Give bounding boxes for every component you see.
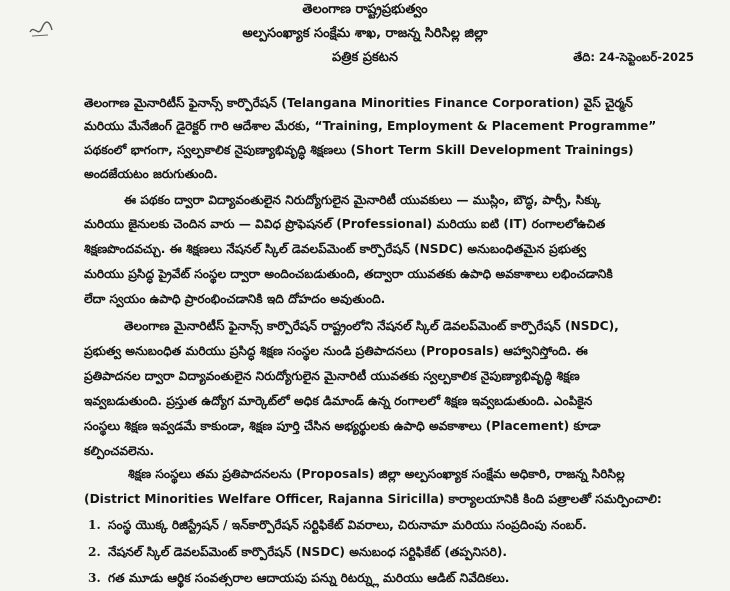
paragraph-line: కల్పించవలెను. <box>84 444 155 458</box>
paragraph-line: తెలంగాణ మైనారిటీస్ ఫైనాన్స్ కార్పొరేషన్ రాష్ట్రంలోని నేషనల్ స్కిల్ డెవలప్‌మెంట్ కార్పొరేషన్ (NSDC), <box>124 319 619 333</box>
government-title: తెలంగాణ రాష్ట్రప్రభుత్వం <box>302 2 428 17</box>
list-number: 1. <box>88 518 101 532</box>
paragraph-line: ఇవ్వబడుతుంది. ప్రస్తుత ఉద్యోగ మార్కెట్‌లో అధిక డిమాండ్ ఉన్న రంగాలలో శిక్షణ ఇవ్వబడుతుంది. ఎంపికైన <box>84 394 593 408</box>
paragraph-line: సంస్థలు శిక్షణ ఇవ్వడమే కాకుండా, శిక్షణ పూర్తి చేసిన అభ్యర్థులకు ఉపాధి అవకాశాలు (Placement) కూడా <box>84 419 601 433</box>
list-item-text: సంస్థ యొక్క రిజిస్ట్రేషన్ / ఇన్‌కార్పొరేషన్ సర్టిఫికేట్ వివరాలు, చిరునామా మరియు సంప్రదింపు నంబర్. <box>108 518 587 532</box>
paragraph-line: తెలంగాణ మైనారిటీస్ ఫైనాన్స్ కార్పొరేషన్ (Telangana Minorities Finance Corporation) వైస్ చైర్మన్ <box>84 96 633 110</box>
list-item <box>88 545 508 562</box>
list-item-text: నేషనల్ స్కిల్ డెవలప్‌మెంట్ కార్పొరేషన్ (NSDC) అనుబంధ సర్టిఫికేట్ (తప్పనిసరి). <box>108 545 508 559</box>
list-item-text: గత మూడు ఆర్థిక సంవత్సరాల ఆదాయపు పన్ను రిటర్న్లు మరియు ఆడిట్ నివేదికలు. <box>108 571 510 585</box>
paragraph-line: ప్రభుత్వ అనుబంధిత మరియు ప్రసిద్ధ శిక్షణ సంస్థల నుండి ప్రతిపాదనలు (Proposals) ఆహ్వానిస్తోంది. ఈ <box>84 344 588 358</box>
list-number: 3. <box>88 571 101 585</box>
department-title: అల్పసంఖ్యాక సంక్షేమ శాఖ, రాజన్న సిరిసిల్ల జిల్లా <box>242 26 488 41</box>
paragraph-line: శిక్షణ సంస్థలు తమ ప్రతిపాదనలను (Proposals) జిల్లా అల్పసంఖ్యాక సంక్షేమ అధికారి, రాజన్న సిరిసిల్ల <box>128 467 625 481</box>
paragraph-line: (District Minorities Welfare Officer, Rajanna Siricilla) కార్యాలయానికి కింది పత్రాలతో సమర్పించాలి: <box>84 492 662 506</box>
document-type: పత్రిక ప్రకటన <box>332 50 398 65</box>
paragraph-line: ప్రతిపాదనల ద్వారా విద్యావంతులైన నిరుద్యోగులైన మైనారిటీ యువతకు స్వల్పకాలిక నైపుణ్యాభివృద్ధి శిక్షణ <box>84 369 580 383</box>
list-item <box>88 518 587 535</box>
paragraph-line: మరియు జైనులకు చెందిన వారు — వివిధ ప్రొఫెషనల్ (Professional) మరియు ఐటి (IT) రంగాలలోఉచిత <box>84 217 606 231</box>
paragraph-line: ఈ పథకం ద్వారా విద్యావంతులైన నిరుద్యోగులైన మైనారిటీ యువకులు — ముస్లిం, బౌద్ధ, పార్సీ, సిక్కు <box>124 193 601 207</box>
list-item <box>88 571 510 588</box>
release-date: తేది: 24-సెప్టెంబర్-2025 <box>573 50 694 64</box>
paragraph-line: శిక్షణపొందవచ్చు. ఈ శిక్షణలు నేషనల్ స్కిల్ డెవలప్‌మెంట్ కార్పొరేషన్ (NSDC) అనుబంధితమైన ప్రభుత్వ <box>84 242 587 256</box>
list-number: 2. <box>88 545 101 559</box>
paragraph-line: అందజేయటం జరుగుతుంది. <box>84 167 218 181</box>
paragraph-line: పథకంలో భాగంగా, స్వల్పకాలిక నైపుణ్యాభివృద్ధి శిక్షణలు (Short Term Skill Development Trainings) <box>84 143 634 157</box>
paragraph-line: మరియు మేనేజింగ్ డైరెక్టర్ గారి ఆదేశాల మేరకు, “Training, Employment & Placement Programme” <box>84 119 657 133</box>
paragraph-line: మరియు ప్రసిద్ధ ప్రైవేట్ సంస్థల ద్వారా అందించబడుతుంది, తద్వారా యువతకు ఉపాధి అవకాశాలు లభించడానికి <box>84 267 613 281</box>
paragraph-line: లేదా స్వయం ఉపాధి ప్రారంభించడానికి ఇది దోహదం అవుతుంది. <box>84 292 386 306</box>
